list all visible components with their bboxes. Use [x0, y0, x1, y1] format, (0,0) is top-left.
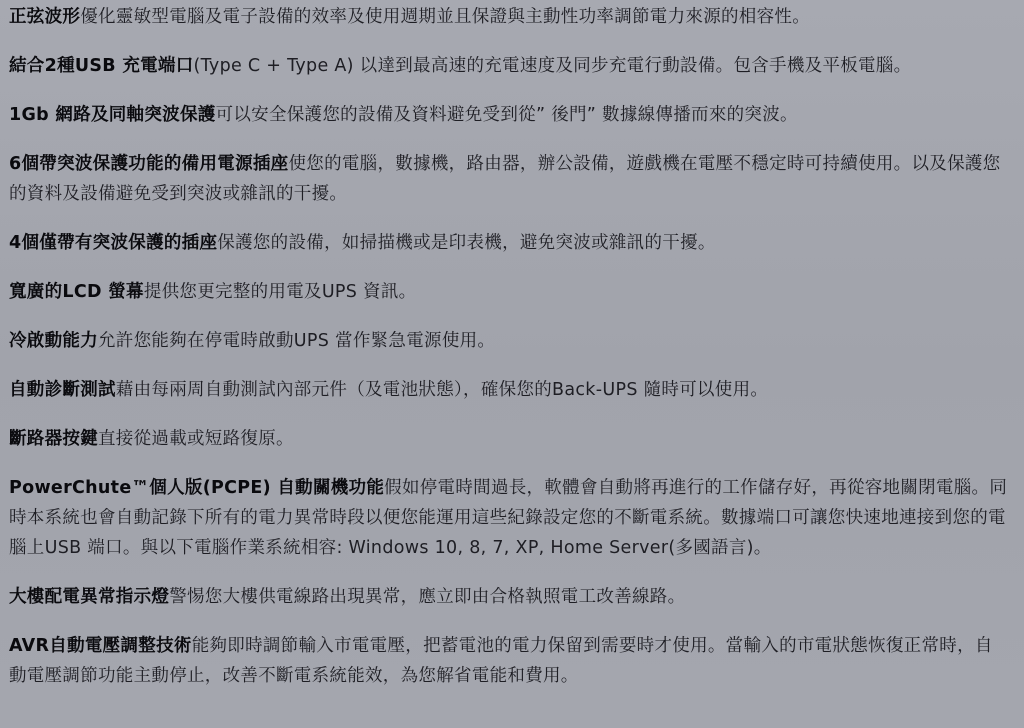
feature-description: 使您的電腦，數據機，路由器，辦公設備，遊戲機在電壓不穩定時可持續使用。以及保護您的資料及設備避免受到突波或雜訊的干擾。: [9, 154, 1001, 204]
feature-description: (Type C + Type A) 以達到最高速的充電速度及同步充電行動設備。包含手機及平板電腦。: [193, 56, 912, 76]
feature-title: 大樓配電異常指示燈: [9, 587, 170, 607]
feature-title: 4個僅帶有突波保護的插座: [9, 233, 218, 253]
feature-avr: [9, 631, 1010, 691]
feature-description: 能夠即時調節輸入市電電壓，把蓄電池的電力保留到需要時才使用。當輸入的市電狀態恢復正常時，自動電壓調節功能主動停止，改善不斷電系統能效，為您解省電能和費用。: [9, 636, 993, 686]
feature-title: 結合2種USB 充電端口: [9, 56, 194, 76]
feature-title: PowerChute™個人版(PCPE) 自動關機功能: [9, 478, 385, 498]
feature-description: 警惕您大樓供電線路出現異常，應立即由合格執照電工改善線路。: [169, 587, 686, 607]
feature-title: 1Gb 網路及同軸突波保護: [9, 105, 216, 125]
feature-description: 提供您更完整的用電及UPS 資訊。: [143, 282, 417, 302]
feature-title: AVR自動電壓調整技術: [9, 636, 192, 656]
feature-battery-outlets: [9, 149, 1010, 209]
feature-title: 自動診斷測試: [9, 380, 116, 400]
feature-usb-charging: [9, 51, 1010, 81]
feature-title: 寬廣的LCD 螢幕: [9, 282, 144, 302]
feature-surge-outlets: [9, 228, 1010, 258]
feature-description: 優化靈敏型電腦及電子設備的效率及使用週期並且保證與主動性功率調節電力來源的相容性。: [80, 7, 810, 27]
feature-title: 6個帶突波保護功能的備用電源插座: [9, 154, 289, 174]
feature-self-test: [9, 375, 1010, 405]
feature-lcd-screen: [9, 277, 1010, 307]
feature-powerchute: [9, 473, 1010, 563]
feature-network-surge: [9, 100, 1010, 130]
feature-description: 可以安全保護您的設備及資料避免受到從” 後門” 數據線傳播而來的突波。: [215, 105, 798, 125]
feature-sine-wave: [9, 2, 1010, 32]
feature-cold-start: [9, 326, 1010, 356]
feature-wiring-fault-indicator: [9, 582, 1010, 612]
feature-circuit-breaker: [9, 424, 1010, 454]
feature-description: 直接從過載或短路復原。: [98, 429, 294, 449]
feature-description: 允許您能夠在停電時啟動UPS 當作緊急電源使用。: [98, 331, 496, 351]
feature-description: 假如停電時間過長，軟體會自動將再進行的工作儲存好，再從容地關閉電腦。同時本系統也會自動記錄下所有的電力異常時段以便您能運用這些紀錄設定您的不斷電系統。數據端口可讓您快速地連接到您的電腦上USB 端口。與以下電腦作業系統相容: Windows 10, 8, 7, XP, Home Server(多國語言)。: [9, 478, 1008, 558]
feature-description: 藉由每兩周自動測試內部元件（及電池狀態），確保您的Back-UPS 隨時可以使用。: [115, 380, 769, 400]
feature-description: 保護您的設備，如掃描機或是印表機，避免突波或雜訊的干擾。: [217, 233, 716, 253]
feature-title: 斷路器按鍵: [9, 429, 98, 449]
feature-title: 冷啟動能力: [9, 331, 98, 351]
feature-title: 正弦波形: [9, 7, 81, 27]
